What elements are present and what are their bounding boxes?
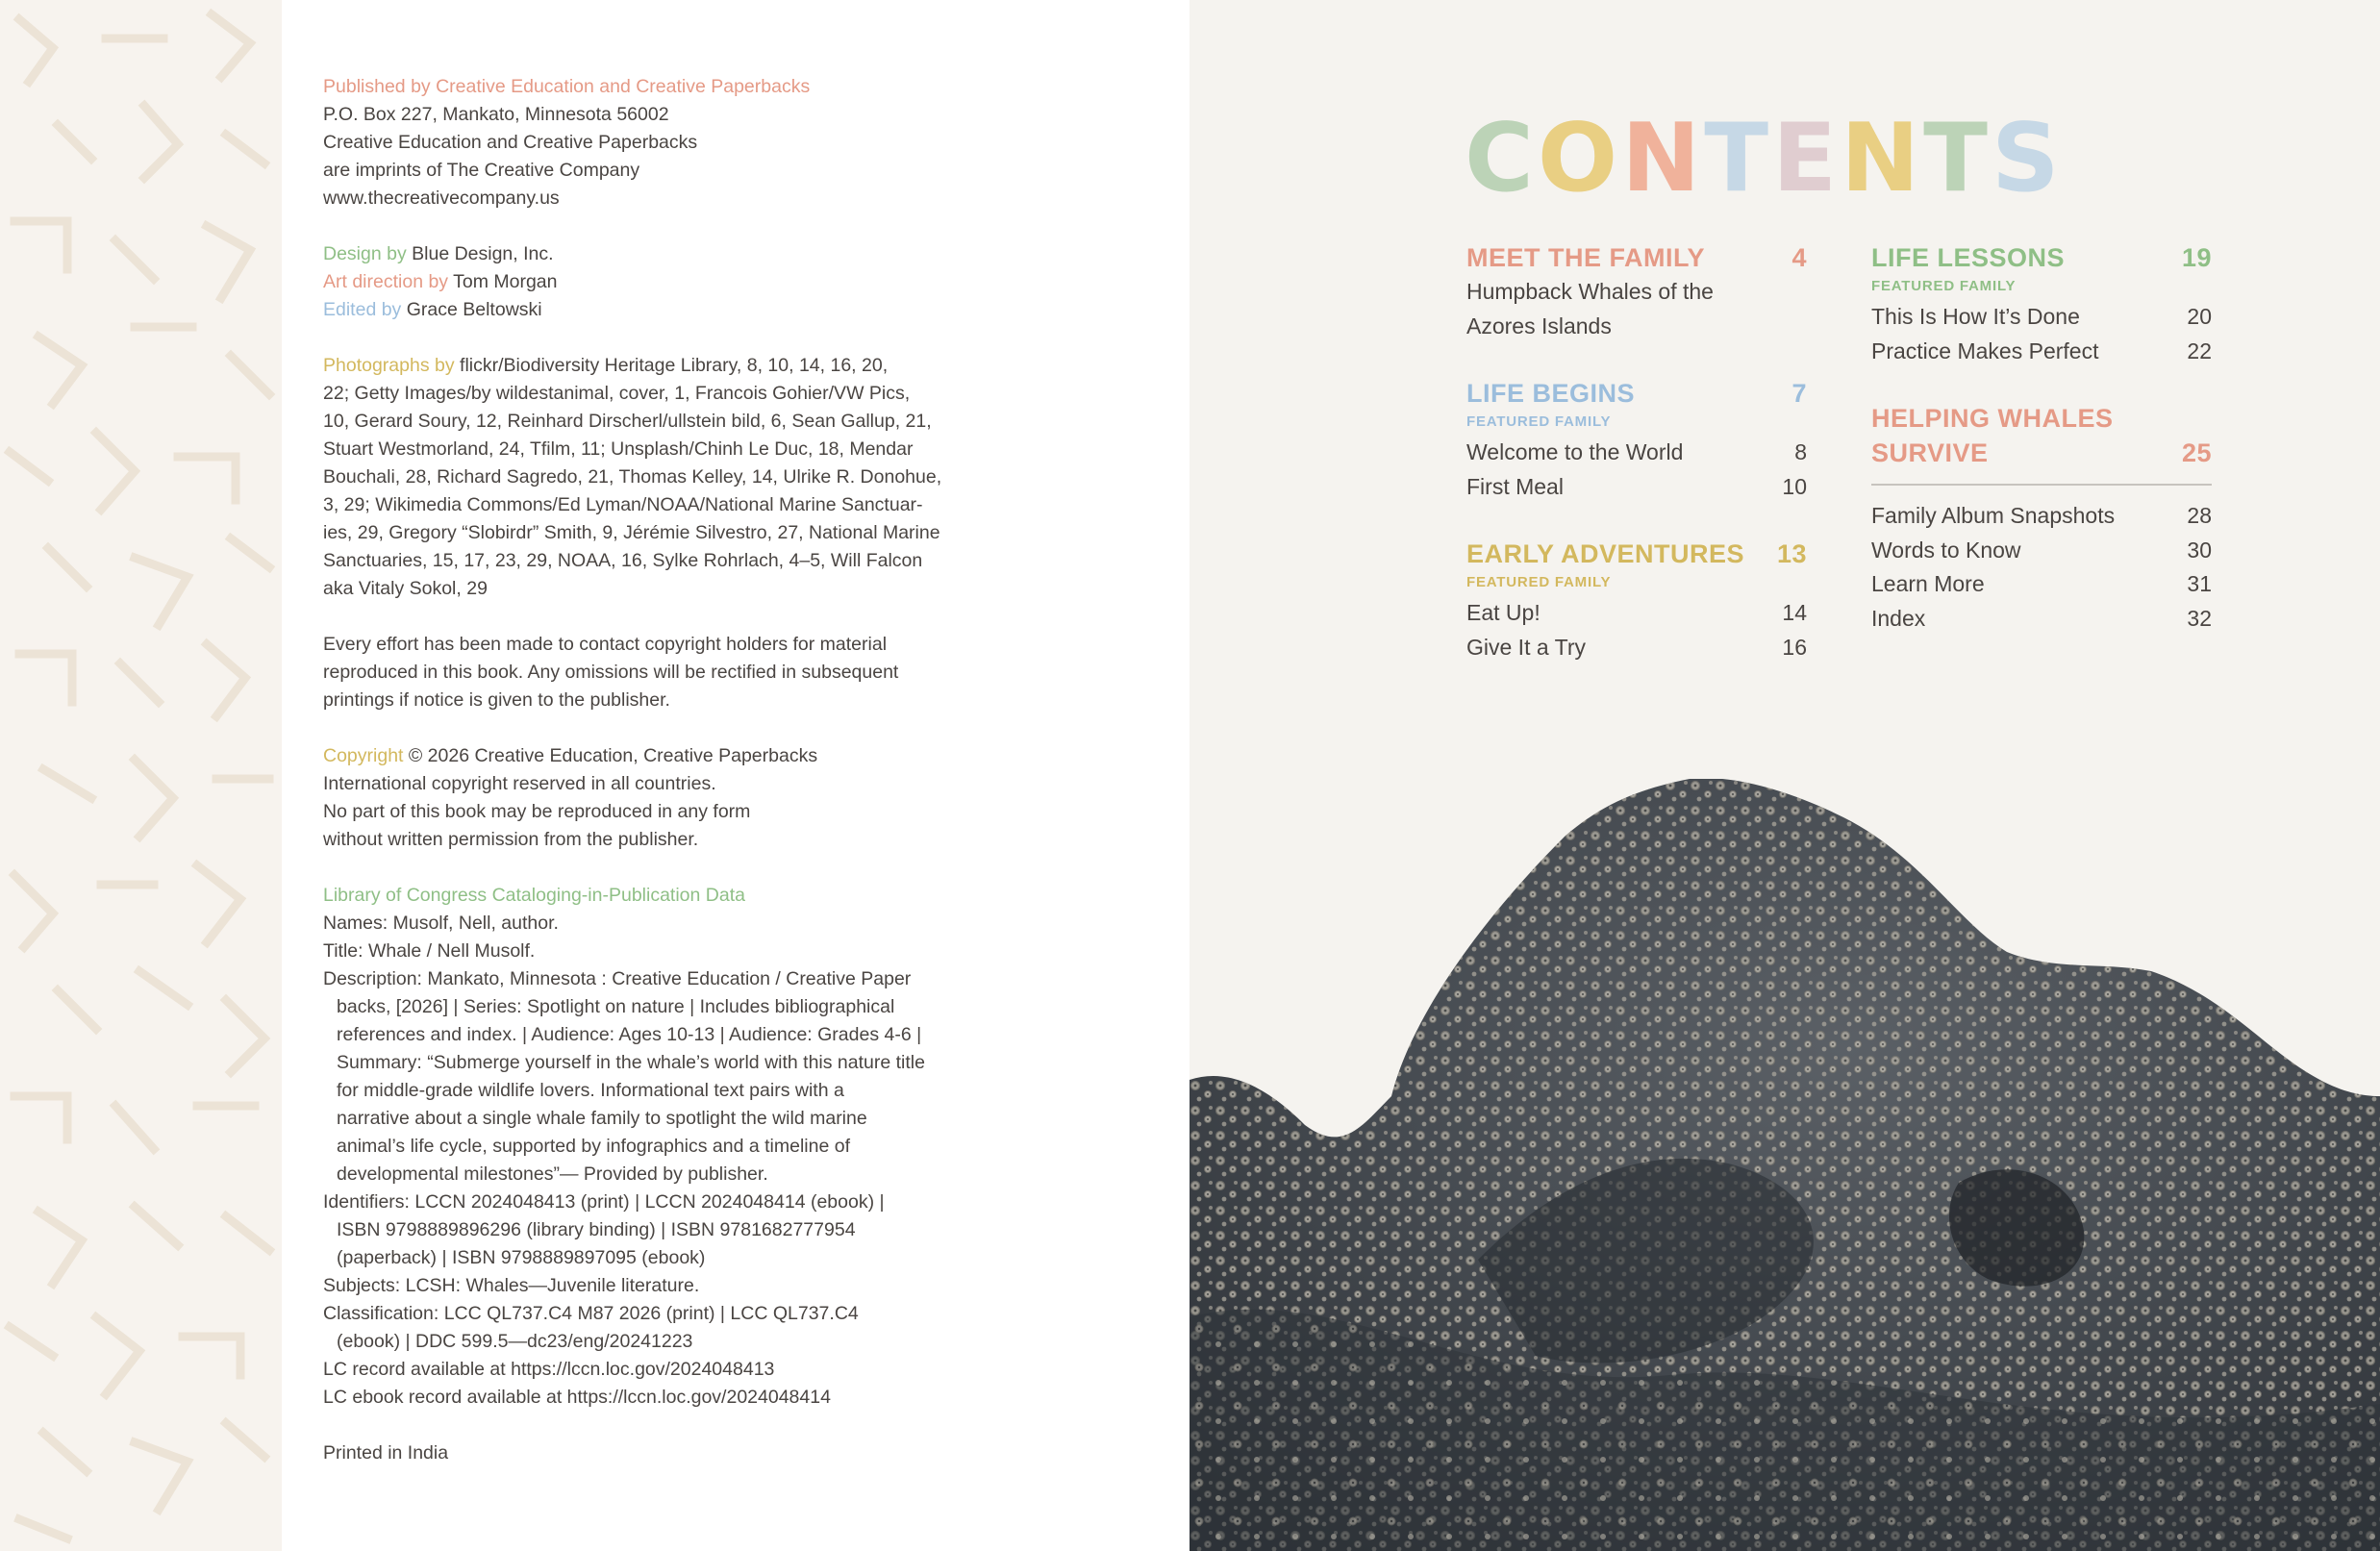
cataloging-line: references and index. | Audience: Ages 10-13 | Audience: Grades 4-6 | [337,1024,922,1045]
contents-title-letter: T [1704,104,1773,213]
edited-value: Grace Beltowski [401,299,542,320]
section-page-number: 19 [2181,243,2212,272]
toc-section-meet-the-family [1466,240,1807,343]
entry-label: Give It a Try [1466,634,1586,660]
entry-label: Index [1871,605,1926,631]
entry-page-number: 22 [2187,338,2212,363]
entry-label: Family Album Snapshots [1871,503,2116,528]
entry-label: Practice Makes Perfect [1871,338,2099,363]
section-title: LIFE BEGINS [1466,379,1636,408]
copyright-line: No part of this book may be reproduced in any form [323,801,751,822]
copyright-block [323,742,939,854]
decorative-pattern-strip [0,0,282,1551]
toc-column-left [1466,240,1807,697]
identifiers-line: (paperback) | ISBN 9798889897095 (ebook) [337,1247,706,1268]
photo-credit-line: Sanctuaries, 15, 17, 23, 29, NOAA, 16, Sylke Rohrlach, 4–5, Will Falcon [323,550,923,571]
entry-label: Words to Know [1871,537,2021,563]
toc-entry[interactable] [1871,534,2212,568]
section-title [1871,401,2114,470]
contents-title [1465,106,2064,212]
toc-entry[interactable] [1871,335,2212,369]
edited-label: Edited by [323,299,402,320]
imprints-line-2: are imprints of The Creative Company [323,160,640,181]
entry-page-number: 30 [2187,537,2212,563]
contents-title-letter: S [1991,104,2064,213]
copyright-line: without written permission from the publisher. [323,829,699,850]
section-title-line: HELPING WHALES [1871,404,2114,433]
design-credit [323,240,939,268]
identifiers-line: Identifiers: LCCN 2024048413 (print) | LCCN 2024048414 (ebook) | [323,1191,885,1213]
featured-family-label: FEATURED FAMILY [1871,278,2017,294]
printed-in-line: Printed in India [323,1442,449,1463]
classification-line: (ebook) | DDC 599.5—dc23/eng/20241223 [337,1331,693,1352]
section-title: EARLY ADVENTURES [1466,539,1745,568]
toc-back-matter [1871,499,2212,636]
zigzag-pattern [0,0,282,1551]
art-direction-credit [323,268,939,296]
photo-credit-line: Bouchali, 28, Richard Sagredo, 21, Thomas Kelley, 14, Ulrike R. Donohue, [323,466,942,488]
photo-credit-line: ies, 29, Gregory “Slobirdr” Smith, 9, Jérémie Silvestro, 27, National Marine [323,522,940,543]
copyright-page [282,0,1190,1551]
section-title-line: SURVIVE [1871,438,1989,467]
identifiers-line: ISBN 9798889896296 (library binding) | ISBN 9781682777954 [337,1219,856,1240]
toc-entry[interactable] [1871,602,2212,637]
copyright-notice-block [323,631,939,714]
entry-label-line: Humpback Whales of the [1466,279,1714,304]
subjects-line: Subjects: LCSH: Whales—Juvenile literature. [323,1275,700,1296]
entry-label: Learn More [1871,571,1985,596]
printed-block [323,1439,939,1467]
toc-section-life-lessons [1871,240,2212,368]
entry-page-number: 8 [1794,439,1807,464]
contents-title-letter: O [1537,104,1622,213]
cataloging-label: Library of Congress Cataloging-in-Publication Data [323,885,745,906]
entry-label: First Meal [1466,473,1564,499]
effort-line: reproduced in this book. Any omissions will be rectified in subsequent [323,662,899,683]
cataloging-line: developmental milestones”— Provided by publisher. [337,1163,768,1185]
featured-family-label: FEATURED FAMILY [1466,413,1612,430]
entry-label: Welcome to the World [1466,439,1684,464]
editor-credit [323,296,939,324]
toc-entry[interactable] [1871,499,2212,534]
cataloging-line: Names: Musolf, Nell, author. [323,913,559,934]
design-label: Design by [323,243,407,264]
toc-divider [1871,484,2212,486]
contents-title-letter: T [1923,104,1992,213]
entry-page-number: 10 [1782,473,1807,499]
entry-page-number: 31 [2187,571,2212,596]
contents-title-letter: N [1841,104,1924,213]
toc-section-heading[interactable] [1466,376,1807,411]
cataloging-line: backs, [2026] | Series: Spotlight on nature | Includes bibliographical [337,996,895,1017]
section-title: MEET THE FAMILY [1466,243,1706,272]
effort-line: printings if notice is given to the publisher. [323,689,670,711]
design-value: Blue Design, Inc. [406,243,554,264]
featured-family-label: FEATURED FAMILY [1466,574,1612,590]
photographs-label: Photographs by [323,355,455,376]
copyright-line: International copyright reserved in all countries. [323,773,716,794]
copyright-label: Copyright [323,745,404,766]
copyright-text: © 2026 Creative Education, Creative Paperbacks [403,745,818,766]
effort-line: Every effort has been made to contact copyright holders for material [323,634,888,655]
publisher-address: P.O. Box 227, Mankato, Minnesota 56002 [323,104,669,125]
cataloging-block [323,882,939,1412]
cataloging-line: Summary: “Submerge yourself in the whale’s world with this nature title [337,1052,925,1073]
toc-section-heading[interactable] [1466,240,1807,275]
imprints-line-1: Creative Education and Creative Paperbacks [323,132,698,153]
cataloging-line: for middle-grade wildlife lovers. Informational text pairs with a [337,1080,844,1101]
publisher-website: www.thecreativecompany.us [323,188,560,209]
barnacle-rock-photo [1190,779,2380,1551]
copyright-line [323,742,939,770]
section-page-number: 7 [1791,379,1807,408]
publisher-label: Published by Creative Education and Creative Paperbacks [323,76,811,97]
toc-section-early-adventures [1466,537,1807,664]
colophon [323,73,942,1495]
toc-section-heading[interactable] [1871,401,2212,470]
cataloging-line: Title: Whale / Nell Musolf. [323,940,536,962]
photo-credit-text: flickr/Biodiversity Heritage Library, 8, 10, 14, 16, 20, [454,355,889,376]
toc-entry[interactable] [1466,275,1807,343]
photo-credit-line: Stuart Westmorland, 24, Tfilm, 11; Unsplash/Chinh Le Duc, 18, Mendar [323,438,914,460]
toc-section-heading[interactable] [1466,537,1807,571]
entry-page-number: 28 [2187,503,2212,528]
section-page-number: 4 [1791,243,1807,272]
section-page-number: 13 [1776,539,1807,568]
toc-entry[interactable] [1466,596,1807,631]
toc-section-life-begins [1466,376,1807,504]
toc-section-heading[interactable] [1871,240,2212,275]
section-page-number: 25 [2181,438,2212,467]
photo-credit-line: 3, 29; Wikimedia Commons/Ed Lyman/NOAA/National Marine Sanctuar- [323,494,923,515]
contents-title-letter: E [1772,104,1841,213]
photo-credit-line [323,352,939,380]
credits-block [323,240,939,324]
entry-page-number: 16 [1782,634,1807,660]
toc-column-right [1871,240,2212,636]
classification-line: Classification: LCC QL737.C4 M87 2026 (print) | LCC QL737.C4 [323,1303,859,1324]
toc-entry[interactable] [1871,300,2212,335]
photo-credit-line: 10, Gerard Soury, 12, Reinhard Dirscherl/ullstein bild, 6, Sean Gallup, 21, [323,411,932,432]
art-direction-label: Art direction by [323,271,449,292]
contents-page [1190,0,2380,1551]
section-title: LIFE LESSONS [1871,243,2066,272]
photo-credits-block [323,352,942,603]
entry-label: This Is How It’s Done [1871,304,2080,329]
photo-credit-line: aka Vitaly Sokol, 29 [323,578,488,599]
cataloging-line: Description: Mankato, Minnesota : Creative Education / Creative Paper [323,968,912,989]
toc-entry[interactable] [1466,470,1807,505]
photo-credit-line: 22; Getty Images/by wildestanimal, cover, 1, Francois Gohier/VW Pics, [323,383,911,404]
lc-ebook-record-line: LC ebook record available at https://lccn.loc.gov/2024048414 [323,1387,831,1408]
entry-page-number: 32 [2187,605,2212,631]
cataloging-line: animal’s life cycle, supported by infographics and a timeline of [337,1136,851,1157]
cataloging-line: narrative about a single whale family to spotlight the wild marine [337,1108,867,1129]
contents-title-letter: C [1465,104,1538,213]
entry-page-number: 14 [1782,600,1807,625]
art-direction-value: Tom Morgan [448,271,558,292]
publisher-block [323,73,939,213]
lc-record-line: LC record available at https://lccn.loc.gov/2024048413 [323,1359,775,1380]
toc-section-helping-whales-survive [1871,401,2212,470]
toc-entry[interactable] [1466,631,1807,665]
entry-label-line: Azores Islands [1466,313,1612,338]
toc-entry[interactable] [1871,567,2212,602]
entry-page-number: 20 [2187,304,2212,329]
entry-label: Eat Up! [1466,600,1541,625]
contents-title-letter: N [1621,104,1705,213]
toc-entry[interactable] [1466,436,1807,470]
